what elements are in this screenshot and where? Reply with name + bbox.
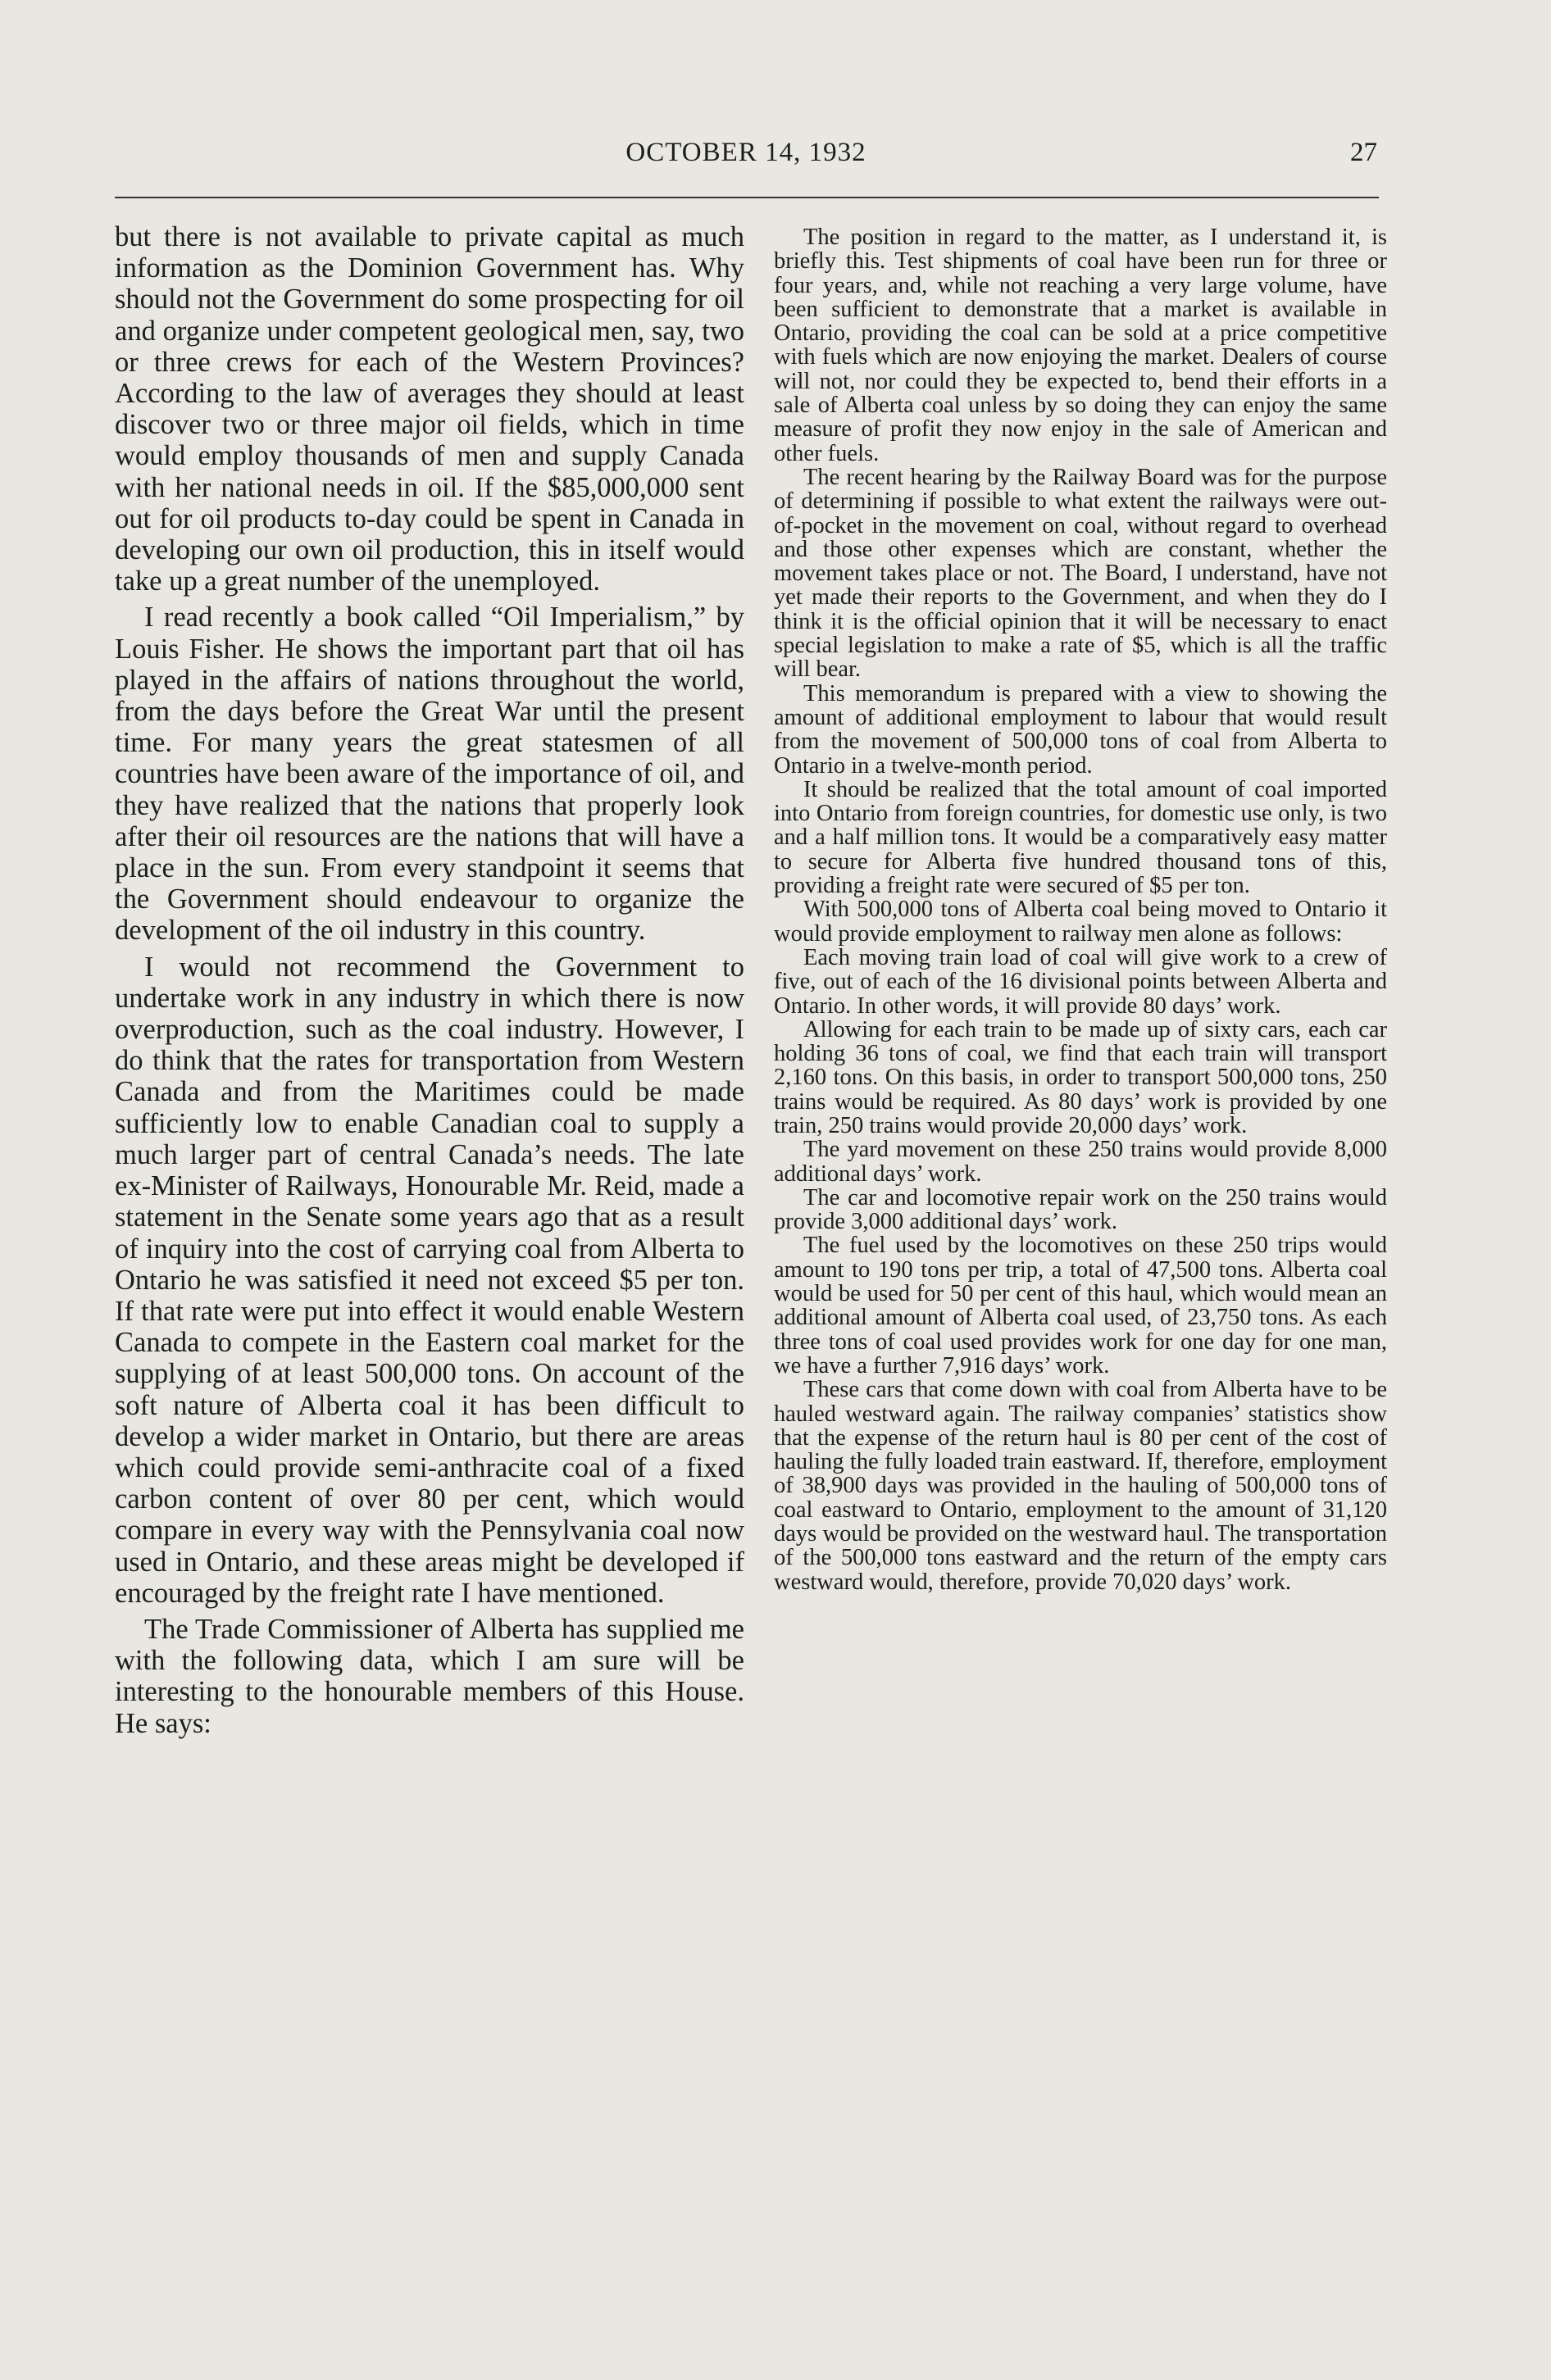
right-paragraph-4: It should be realized that the total amount of coal imported into Ontario from foreign countries, for domestic use only, is two and a half million tons. It would be a comparatively easy matter to secure for Alberta five hundred thousand tons of this, providing a freight rate were secured of $5 per ton.: [774, 776, 1387, 899]
right-paragraph-2: The recent hearing by the Railway Board was for the purpose of determining if possible to what extent the railways were out-of-pocket in the movement on coal, without regard to overhead and those other expenses which are constant, whether the movement takes place or not. The Board, I understand, have not yet made their reports to the Government, and when they do I think it is the official opinion that it will be necessary to enact special legislation to make a rate of $5, which is all the traffic will bear.: [774, 464, 1387, 683]
right-paragraph-5: With 500,000 tons of Alberta coal being moved to Ontario it would provide employment to railway men alone as follows:: [774, 897, 1387, 947]
header-rule: [115, 197, 1379, 198]
right-paragraph-1: The position in regard to the matter, as I understand it, is briefly this. Test shipments of coal have been run for three or four years, and, while not reaching a very large volume, have been sufficient to demonstrate that a market is available in Ontario, providing the coal can be sold at a price competitive with fuels which are now enjoying the market. Dealers of course will not, nor could they be expected to, bend their efforts in a sale of Alberta coal unless by so doing they can enjoy the same measure of profit they now enjoy in the sale of American and other fuels.: [774, 225, 1387, 466]
right-paragraph-9: The car and locomotive repair work on the 250 trains would provide 3,000 additional days’ work.: [774, 1184, 1387, 1235]
left-paragraph-2: I read recently a book called “Oil Imperialism,” by Louis Fisher. He shows the important part that oil has played in the affairs of nations throughout the world, from the days before the Great War until the present time. For many years the great statesmen of all countries have been aware of the importance of oil, and they have realized that the nations that properly look after their oil resources are the nations that will have a place in the sun. From every standpoint it seems that the Government should endeavour to organize the development of the oil industry in this country.: [115, 602, 744, 947]
right-paragraph-7: Allowing for each train to be made up of sixty cars, each car holding 36 tons of coal, we find that each train will transport 2,160 tons. On this basis, in order to transport 500,000 tons, 250 trains would be required. As 80 days’ work is provided by one train, 250 trains would provide 20,000 days’ work.: [774, 1016, 1387, 1138]
right-column: [774, 225, 1387, 1594]
right-paragraph-10: The fuel used by the locomotives on these 250 trips would amount to 190 tons per trip, a total of 47,500 tons. Alberta coal would be used for 50 per cent of this haul, which would mean an additional amount of Alberta coal used, of 23,750 tons. As each three tons of coal used provides work for one day for one man, we have a further 7,916 days’ work.: [774, 1233, 1387, 1378]
left-paragraph-4: The Trade Commissioner of Alberta has supplied me with the following data, which I am sure will be interesting to the honourable members of this House. He says:: [115, 1613, 744, 1739]
page-header: [115, 138, 1377, 179]
page-number: 27: [1350, 138, 1377, 167]
header-date: OCTOBER 14, 1932: [625, 138, 866, 167]
left-paragraph-3: I would not recommend the Government to undertake work in any industry in which there is now overproduction, such as the coal industry. However, I do think that the rates for transportation from Western Canada and from the Maritimes could be made sufficiently low to enable Canadian coal to supply a much larger part of central Canada’s needs. The late ex-Minister of Railways, Honourable Mr. Reid, made a statement in the Senate some years ago that as a result of inquiry into the cost of carrying coal from Alberta to Ontario he was satisfied it need not exceed $5 per ton. If that rate were put into effect it would enable Western Canada to compete in the Eastern coal market for the supplying of at least 500,000 tons. On account of the soft nature of Alberta coal it has been difficult to develop a wider market in Ontario, but there are areas which could provide semi-anthracite coal of a fixed carbon content of over 80 per cent, which would compare in every way with the Pennsylvania coal now used in Ontario, and these areas might be developed if encouraged by the freight rate I have mentioned.: [115, 951, 744, 1609]
left-column: [115, 221, 744, 1744]
left-paragraph-1: but there is not available to private capital as much information as the Dominion Government has. Why should not the Government do some prospecting for oil and organize under competent geological men, say, two or three crews for each of the Western Provinces? According to the law of averages they should at least discover two or three major oil fields, which in time would employ thousands of men and supply Canada with her national needs in oil. If the $85,000,000 sent out for oil products to-day could be spent in Canada in developing our own oil production, this in itself would take up a great number of the unemployed.: [115, 221, 744, 597]
right-paragraph-6: Each moving train load of coal will give work to a crew of five, out of each of the 16 divisional points between Alberta and Ontario. In other words, it will provide 80 days’ work.: [774, 944, 1387, 1019]
right-paragraph-8: The yard movement on these 250 trains would provide 8,000 additional days’ work.: [774, 1137, 1387, 1187]
right-paragraph-3: This memorandum is prepared with a view to showing the amount of additional employment to labour that would result from the movement of 500,000 tons of coal from Alberta to Ontario in a twelve-month period.: [774, 680, 1387, 779]
right-paragraph-11: These cars that come down with coal from Alberta have to be hauled westward again. The railway companies’ statistics show that the expense of the return haul is 80 per cent of the cost of hauling the fully loaded train eastward. If, therefore, employment of 38,900 days was provided in the hauling of 500,000 tons of coal eastward to Ontario, employment to the amount of 31,120 days would be provided on the westward haul. The transportation of the 500,000 tons eastward and the return of the empty cars westward would, therefore, provide 70,020 days’ work.: [774, 1377, 1387, 1595]
